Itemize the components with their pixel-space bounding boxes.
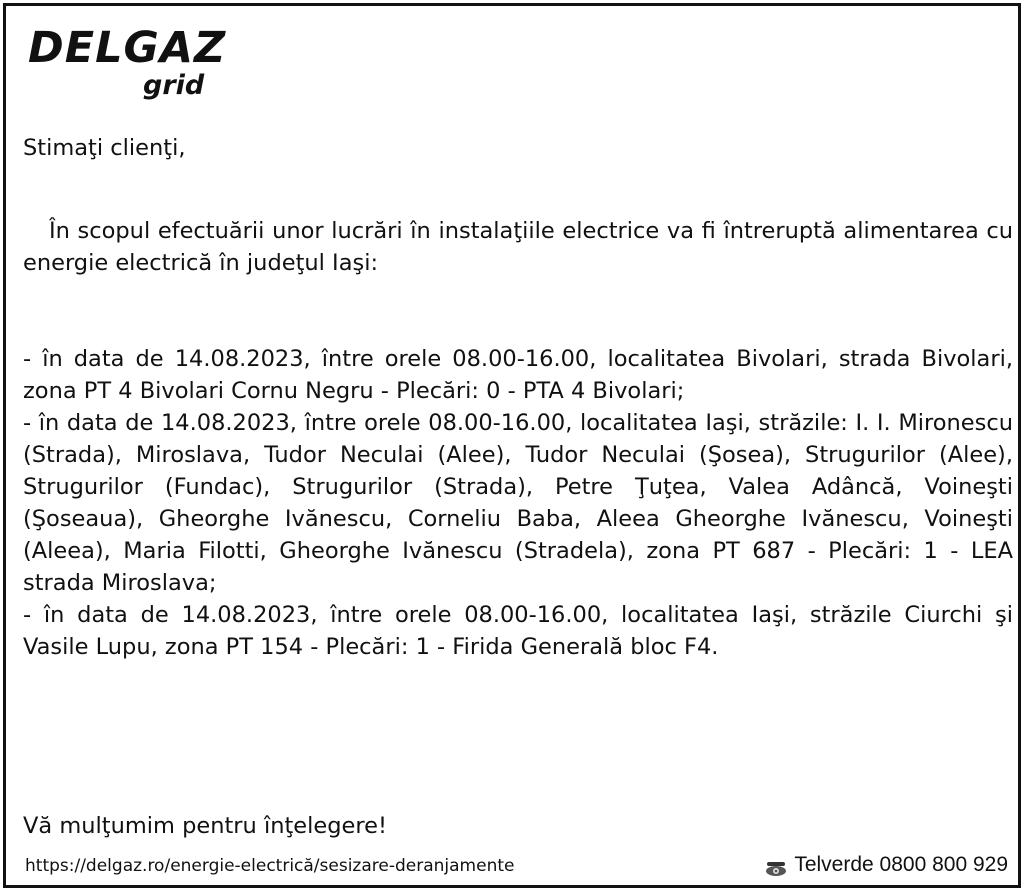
logo-sub-text: grid: [143, 70, 205, 101]
outage-item: - în data de 14.08.2023, între orele 08.00-16.00, localitatea Bivolari, strada Bivolari, zona PT 4 Bivolari Cornu Negru - Plecări: 0 - PTA 4 Bivolari;: [23, 346, 1013, 404]
notice-frame: [3, 3, 1021, 888]
logo-main-text: DELGAZ: [28, 23, 227, 73]
outage-item: - în data de 14.08.2023, între orele 08.00-16.00, localitatea Iaşi, străzile: I. I. Mironescu (Strada), Miroslava, Tudor Neculai (Alee), Tudor Neculai (Şosea), Strugurilor (Alee), Strugurilor (Fundac), Strugurilor (Strada), Petre Ţuţea, Valea Adâncă, Voineşti (Şoseaua), Gheorghe Ivănescu, Corneliu Baba, Aleea Gheorghe Ivănescu, Voineşti (Aleea), Maria Filotti, Gheorghe Ivănescu (Stradela), zona PT 687 - Plecări: 1 - LEA strada Miroslava;: [23, 410, 1013, 596]
phone-text: Telverde 0800 800 929: [794, 853, 1008, 876]
telephone-icon: [765, 857, 787, 873]
thanks-message: Vă mulţumim pentru înţelegere!: [23, 813, 387, 839]
intro-paragraph: În scopul efectuării unor lucrări în instalaţiile electrice va fi întreruptă alimentarea cu energie electrică în judeţul Iaşi:: [23, 218, 1013, 276]
greeting: Stimaţi clienţi,: [23, 135, 186, 161]
report-url[interactable]: https://delgaz.ro/energie-electrică/sesizare-deranjamente: [25, 856, 515, 876]
outage-list: [23, 343, 1013, 663]
outage-item: - în data de 14.08.2023, între orele 08.00-16.00, localitatea Iaşi, străzile Ciurchi şi Vasile Lupu, zona PT 154 - Plecări: 1 - Firida Generală bloc F4.: [23, 602, 1013, 660]
delgaz-grid-logo: [28, 23, 228, 106]
phone-contact[interactable]: [765, 852, 1008, 878]
